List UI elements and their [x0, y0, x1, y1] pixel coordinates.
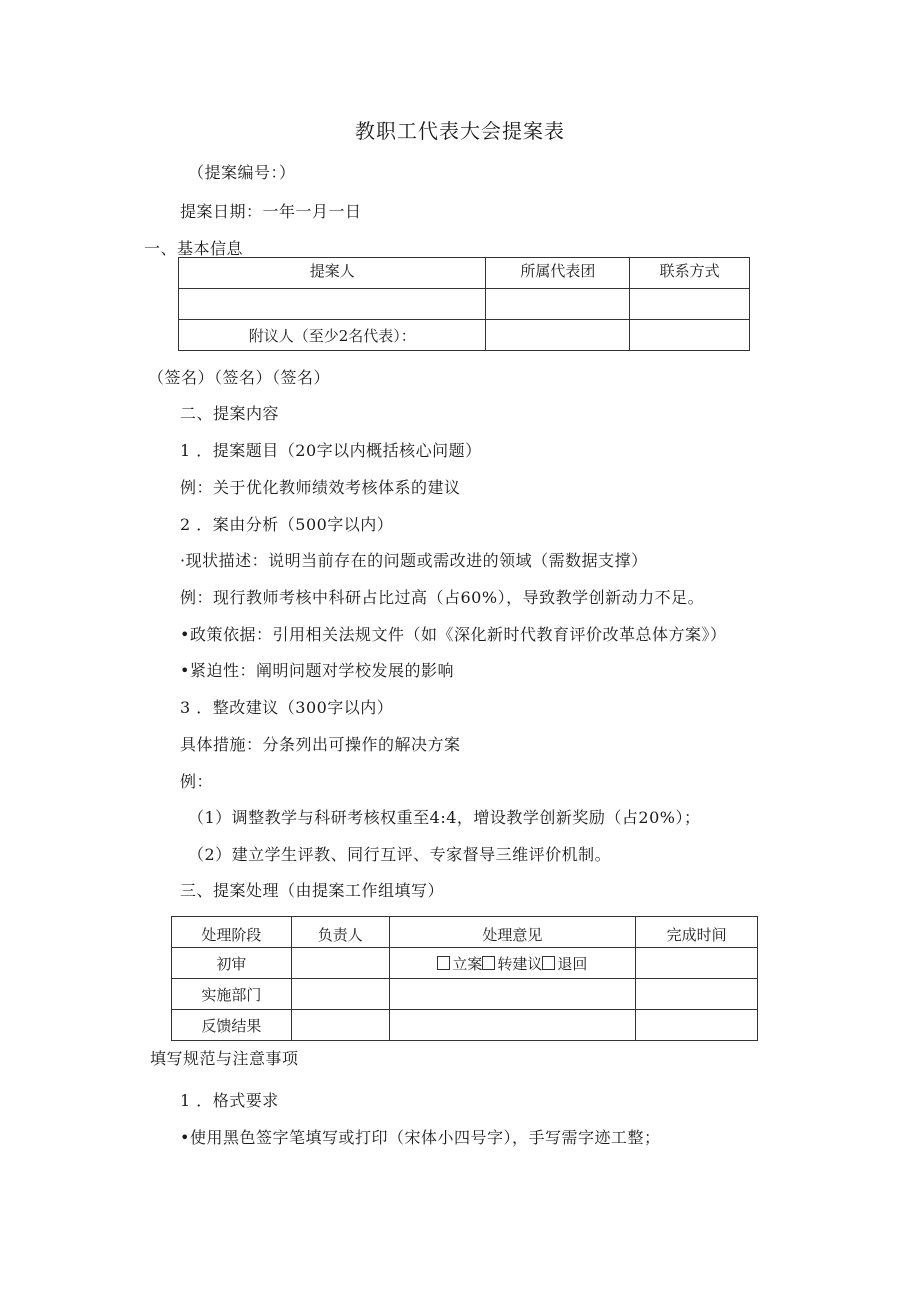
seconder-label: 附议人（至少2名代表）： — [179, 320, 486, 351]
item3-example-label: 例： — [180, 772, 214, 791]
section-basic-info: 一、基本信息 — [144, 239, 244, 258]
item2-policy: •政策依据：引用相关法规文件（如《深化新时代教育评价改革总体方案》） — [180, 625, 727, 644]
implementation-owner-cell[interactable] — [291, 979, 389, 1010]
implementation-opinion-cell[interactable] — [389, 979, 636, 1010]
initial-review-options — [389, 948, 636, 979]
option-convert-label: 转建议 — [497, 954, 543, 973]
header-owner: 负责人 — [291, 917, 389, 948]
signature-line: （签名）（签名）（签名） — [148, 368, 331, 387]
proposer-cell[interactable] — [179, 289, 486, 320]
option-accept-label: 立案 — [452, 954, 483, 973]
item2-urgency: •紧迫性：阐明问题对学校发展的影响 — [180, 661, 454, 680]
item2-status: ·现状描述：说明当前存在的问题或需改进的领域（需数据支撑） — [180, 551, 648, 570]
page-title: 教职工代表大会提案表 — [355, 119, 565, 143]
rules-item1-text: •使用黑色签字笔填写或打印（宋体小四号字），手写需字迹工整； — [180, 1128, 661, 1147]
contact-cell[interactable] — [630, 289, 750, 320]
item3-measures: 具体措施：分条列出可操作的解决方案 — [180, 735, 461, 754]
row-label-feedback: 反馈结果 — [172, 1010, 292, 1041]
seconder-cell-1[interactable] — [486, 320, 630, 351]
header-opinion: 处理意见 — [389, 917, 636, 948]
item3-title: 3 ．整改建议（300字以内） — [180, 698, 394, 717]
initial-review-owner-cell[interactable] — [291, 948, 389, 979]
feedback-owner-cell[interactable] — [291, 1010, 389, 1041]
header-stage: 处理阶段 — [172, 917, 292, 948]
header-delegation: 所属代表团 — [486, 258, 630, 289]
implementation-time-cell[interactable] — [636, 979, 758, 1010]
header-proposer: 提案人 — [179, 258, 486, 289]
item1-title: 1 ．提案题目（20字以内概括核心问题） — [180, 441, 482, 460]
proposal-date: 提案日期：一年一月一日 — [180, 202, 362, 221]
basic-info-table — [178, 257, 750, 351]
checkbox-accept[interactable] — [437, 956, 450, 970]
checkbox-return[interactable] — [542, 956, 555, 970]
option-return-label: 退回 — [557, 954, 588, 973]
header-contact: 联系方式 — [630, 258, 750, 289]
initial-review-time-cell[interactable] — [636, 948, 758, 979]
item1-example: 例：关于优化教师绩效考核体系的建议 — [180, 478, 461, 497]
feedback-time-cell[interactable] — [636, 1010, 758, 1041]
rules-item1: 1 ．格式要求 — [180, 1091, 279, 1110]
item3-point2: （2）建立学生评教、同行互评、专家督导三维评价机制。 — [188, 845, 612, 864]
delegation-cell[interactable] — [486, 289, 630, 320]
rules-title: 填写规范与注意事项 — [150, 1049, 299, 1068]
proposal-number: （提案编号：） — [188, 163, 296, 182]
item2-example: 例：现行教师考核中科研占比过高（占60%），导致教学创新动力不足。 — [180, 588, 705, 607]
feedback-opinion-cell[interactable] — [389, 1010, 636, 1041]
row-label-implementation: 实施部门 — [172, 979, 292, 1010]
item2-title: 2 ．案由分析（500字以内） — [180, 515, 394, 534]
checkbox-convert[interactable] — [482, 956, 495, 970]
processing-table — [171, 916, 758, 1041]
header-finish-time: 完成时间 — [636, 917, 758, 948]
item3-point1: （1）调整教学与科研考核权重至4:4，增设教学创新奖励（占20%）； — [188, 808, 701, 827]
section-processing: 三、提案处理（由提案工作组填写） — [180, 881, 445, 900]
row-label-initial-review: 初审 — [172, 948, 292, 979]
seconder-cell-2[interactable] — [630, 320, 750, 351]
section-content: 二、提案内容 — [180, 404, 280, 423]
